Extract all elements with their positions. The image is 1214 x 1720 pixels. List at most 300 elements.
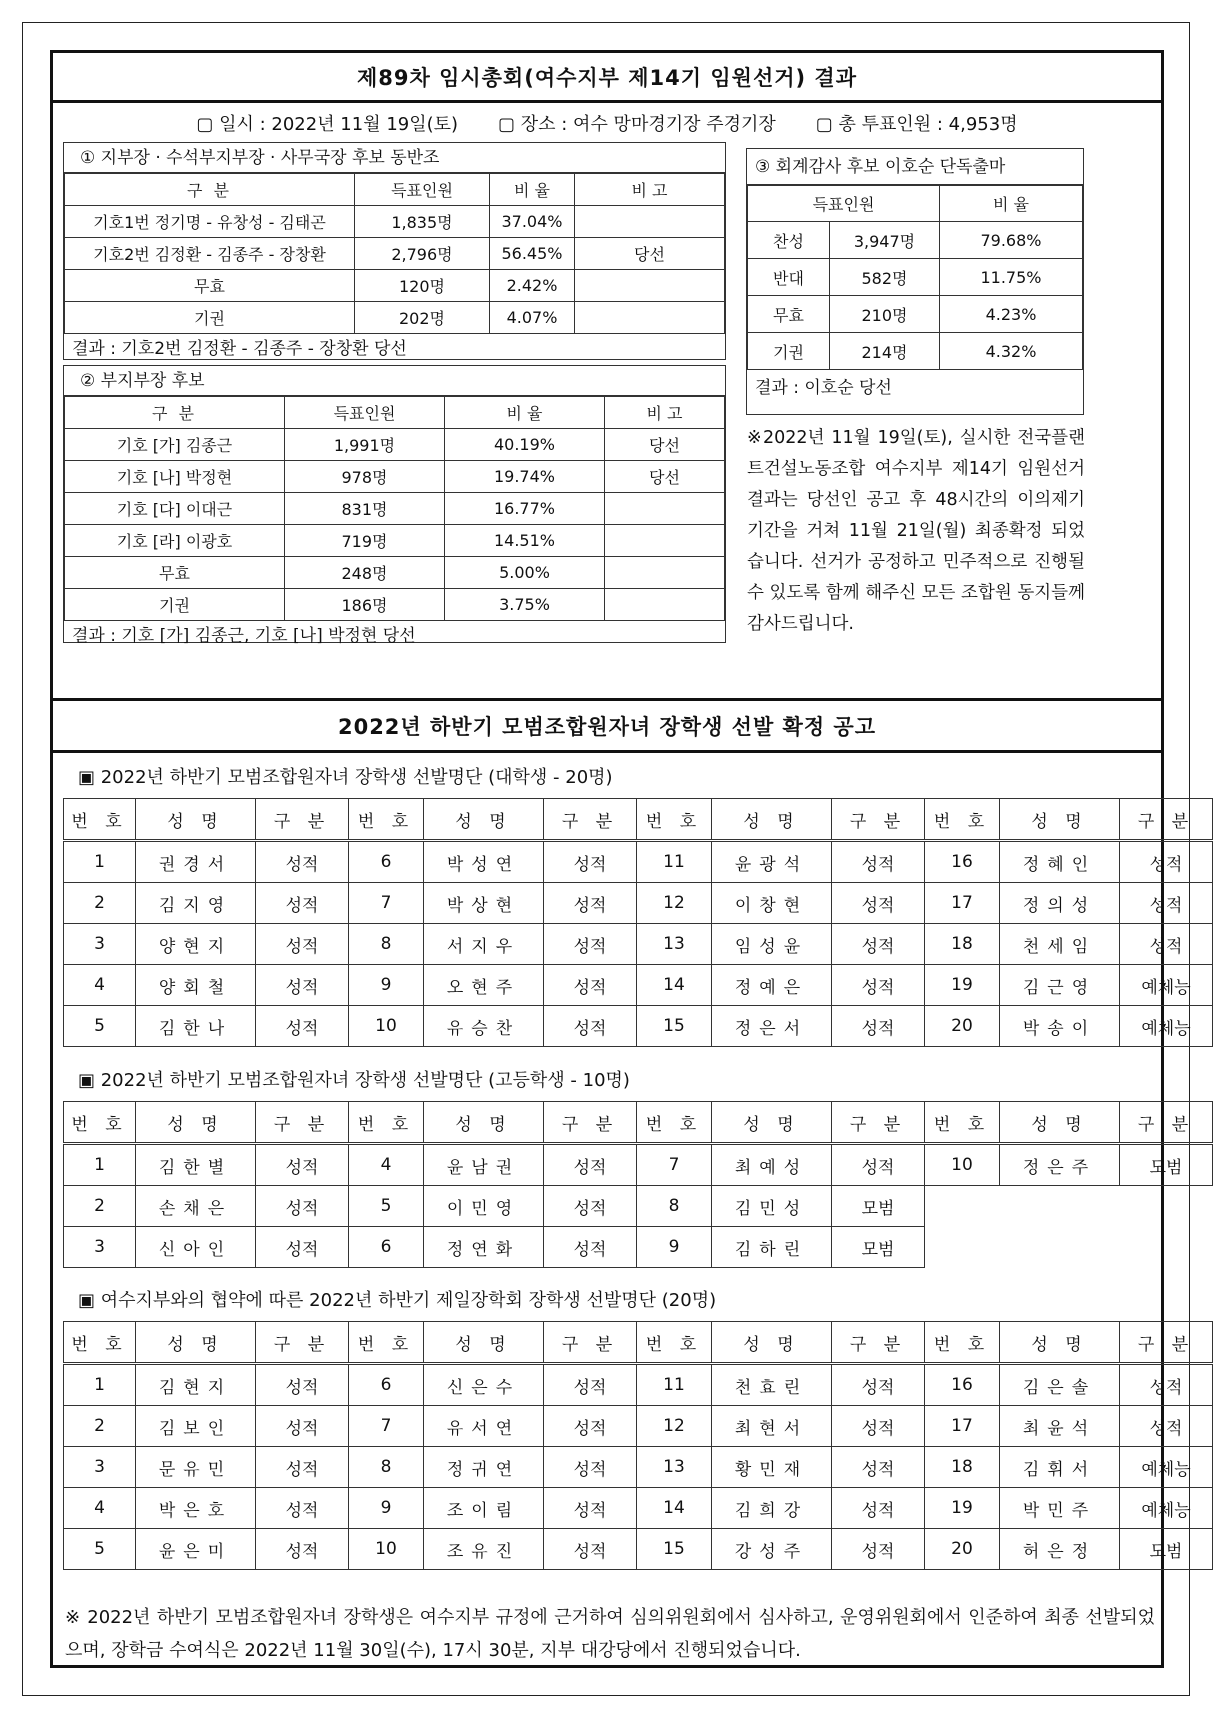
section-caption: ② 부지부장 후보	[64, 366, 725, 396]
table-row	[65, 270, 725, 302]
name-cell: 최현서	[712, 1406, 832, 1447]
number-cell: 17	[925, 1406, 1000, 1447]
header-cell: 성 명	[136, 1102, 256, 1144]
header-cell: 구 분	[832, 799, 925, 841]
name-cell: 정연화	[424, 1227, 544, 1268]
category-cell: 성적	[256, 1227, 349, 1268]
table-row	[64, 1406, 1213, 1447]
name-cell: 양현지	[136, 924, 256, 965]
number-cell: 5	[64, 1006, 136, 1047]
number-cell: 9	[349, 1488, 424, 1529]
header-cell: 번 호	[925, 1322, 1000, 1364]
category-cell: 성적	[832, 1144, 925, 1186]
table-row	[65, 238, 725, 270]
section-result: 결과 : 기호2번 김정환 - 김종주 - 장창환 당선	[72, 339, 407, 359]
header-cell: 구 분	[256, 1322, 349, 1364]
category-cell: 성적	[544, 1006, 637, 1047]
category-cell: 성적	[832, 1406, 925, 1447]
table-row	[748, 296, 1083, 333]
category-cell: 성적	[1120, 883, 1213, 924]
table-row	[64, 1186, 1213, 1227]
category-cell: 성적	[256, 1447, 349, 1488]
number-cell: 11	[637, 1364, 712, 1406]
candidate-cell: 무효	[65, 557, 285, 589]
name-cell: 박상현	[424, 883, 544, 924]
name-cell: 허은정	[1000, 1529, 1120, 1570]
name-cell: 문유민	[136, 1447, 256, 1488]
category-cell: 성적	[544, 965, 637, 1006]
table-row	[65, 302, 725, 334]
vote-type-cell: 찬성	[748, 222, 830, 259]
number-cell: 5	[64, 1529, 136, 1570]
category-cell: 성적	[256, 883, 349, 924]
category-cell: 성적	[256, 1364, 349, 1406]
remark-cell	[575, 270, 725, 302]
name-cell: 김근영	[1000, 965, 1120, 1006]
number-cell: 15	[637, 1529, 712, 1570]
header-cell: 성 명	[1000, 799, 1120, 841]
category-cell: 성적	[832, 965, 925, 1006]
number-cell: 3	[64, 1227, 136, 1268]
candidate-cell: 기호 [가] 김종근	[65, 429, 285, 461]
ratio-cell: 56.45%	[490, 238, 575, 270]
category-cell: 성적	[1120, 841, 1213, 883]
name-cell: 정예은	[712, 965, 832, 1006]
header-cell: 성 명	[712, 1322, 832, 1364]
remark-cell: 당선	[605, 461, 725, 493]
header-cell: 번 호	[349, 799, 424, 841]
ratio-cell: 2.42%	[490, 270, 575, 302]
table-row	[65, 461, 725, 493]
name-cell: 서지우	[424, 924, 544, 965]
name-cell: 조이림	[424, 1488, 544, 1529]
number-cell: 13	[637, 924, 712, 965]
votes-cell: 1,835명	[355, 206, 490, 238]
header-cell: 구 분	[256, 1102, 349, 1144]
number-cell: 19	[925, 1488, 1000, 1529]
votes-cell: 719명	[285, 525, 445, 557]
category-cell: 성적	[1120, 1406, 1213, 1447]
table-row	[65, 525, 725, 557]
header-cell: 비 율	[445, 397, 605, 429]
category-cell: 성적	[256, 1006, 349, 1047]
number-cell: 6	[349, 841, 424, 883]
vote-type-cell: 무효	[748, 296, 830, 333]
name-cell: 이민영	[424, 1186, 544, 1227]
category-cell: 성적	[256, 1406, 349, 1447]
header-cell: 구 분	[256, 799, 349, 841]
section-branch-head	[63, 142, 726, 360]
name-cell: 손채은	[136, 1186, 256, 1227]
table-row	[65, 206, 725, 238]
section-vice-head	[63, 365, 726, 646]
table-row	[65, 493, 725, 525]
section-caption: ① 지부장 · 수석부지부장 · 사무국장 후보 동반조	[64, 143, 725, 173]
name-cell: 윤남권	[424, 1144, 544, 1186]
name-cell: 오현주	[424, 965, 544, 1006]
category-cell: 예체능	[1120, 965, 1213, 1006]
vote-type-cell: 기권	[748, 333, 830, 370]
table-row	[64, 1364, 1213, 1406]
number-cell: 18	[925, 1447, 1000, 1488]
table-row	[64, 965, 1213, 1006]
table-row	[65, 589, 725, 621]
table-row	[64, 1447, 1213, 1488]
header-cell: 구 분	[1120, 1322, 1213, 1364]
number-cell: 3	[64, 924, 136, 965]
header-cell: 성 명	[136, 799, 256, 841]
category-cell: 성적	[544, 1529, 637, 1570]
table-header-row	[65, 397, 725, 429]
votes-cell: 214명	[830, 333, 940, 370]
univ-table	[63, 798, 1213, 1047]
votes-cell: 248명	[285, 557, 445, 589]
ratio-cell: 4.32%	[940, 333, 1083, 370]
number-cell: 17	[925, 883, 1000, 924]
votes-cell: 1,991명	[285, 429, 445, 461]
votes-cell: 831명	[285, 493, 445, 525]
table-header-row	[64, 1322, 1213, 1364]
category-cell: 성적	[256, 965, 349, 1006]
category-cell: 성적	[256, 1488, 349, 1529]
number-cell: 16	[925, 1364, 1000, 1406]
name-cell: 김하린	[712, 1227, 832, 1268]
number-cell: 18	[925, 924, 1000, 965]
auditor-table	[747, 185, 1083, 370]
number-cell: 10	[925, 1144, 1000, 1186]
name-cell: 윤광석	[712, 841, 832, 883]
category-cell: 성적	[544, 1488, 637, 1529]
table-row	[64, 1488, 1213, 1529]
number-cell: 6	[349, 1227, 424, 1268]
header-cell: 구 분	[832, 1102, 925, 1144]
votes-cell: 186명	[285, 589, 445, 621]
header-cell: 구 분	[1120, 1102, 1213, 1144]
category-cell: 성적	[544, 1364, 637, 1406]
jeil-table	[63, 1321, 1213, 1570]
header-cell: 성 명	[136, 1322, 256, 1364]
header-cell: 성 명	[424, 799, 544, 841]
votes-cell: 978명	[285, 461, 445, 493]
name-cell: 황민재	[712, 1447, 832, 1488]
header-cell: 구 분	[544, 1322, 637, 1364]
table-header-row	[65, 174, 725, 206]
table-row	[748, 259, 1083, 296]
election-info	[53, 108, 1161, 138]
high-table	[63, 1101, 1213, 1268]
category-cell: 성적	[1120, 1364, 1213, 1406]
header-cell: 득표인원	[748, 186, 940, 222]
header-cell: 성 명	[1000, 1102, 1120, 1144]
number-cell: 10	[349, 1529, 424, 1570]
votes-cell: 2,796명	[355, 238, 490, 270]
name-cell: 박성연	[424, 841, 544, 883]
table-header-row	[64, 1102, 1213, 1144]
header-cell: 번 호	[925, 1102, 1000, 1144]
votes-cell: 210명	[830, 296, 940, 333]
table-row	[64, 1227, 1213, 1268]
scholarship-title: 2022년 하반기 모범조합원자녀 장학생 선발 확정 공고	[53, 698, 1161, 753]
name-cell: 윤은미	[136, 1529, 256, 1570]
name-cell: 이창현	[712, 883, 832, 924]
remark-cell	[605, 589, 725, 621]
category-cell: 모범	[832, 1227, 925, 1268]
header-cell: 성 명	[712, 1102, 832, 1144]
header-cell: 비 고	[575, 174, 725, 206]
name-cell: 김민성	[712, 1186, 832, 1227]
category-cell: 성적	[544, 1186, 637, 1227]
header-cell: 비 율	[490, 174, 575, 206]
header-cell: 성 명	[1000, 1322, 1120, 1364]
empty-cell	[925, 1227, 1213, 1268]
header-cell: 구 분	[832, 1322, 925, 1364]
category-cell: 성적	[256, 1186, 349, 1227]
number-cell: 14	[637, 965, 712, 1006]
number-cell: 4	[64, 1488, 136, 1529]
category-cell: 성적	[832, 1488, 925, 1529]
header-cell: 성 명	[424, 1102, 544, 1144]
ratio-cell: 40.19%	[445, 429, 605, 461]
ratio-cell: 19.74%	[445, 461, 605, 493]
name-cell: 김한나	[136, 1006, 256, 1047]
votes-cell: 582명	[830, 259, 940, 296]
table-row	[64, 1006, 1213, 1047]
votes-cell: 3,947명	[830, 222, 940, 259]
header-cell: 번 호	[64, 799, 136, 841]
table-row	[64, 883, 1213, 924]
category-cell: 모범	[1120, 1144, 1213, 1186]
category-cell: 성적	[832, 1364, 925, 1406]
number-cell: 16	[925, 841, 1000, 883]
ratio-cell: 4.23%	[940, 296, 1083, 333]
header-cell: 번 호	[349, 1102, 424, 1144]
number-cell: 20	[925, 1529, 1000, 1570]
header-cell: 번 호	[64, 1102, 136, 1144]
category-cell: 예체능	[1120, 1488, 1213, 1529]
name-cell: 김희강	[712, 1488, 832, 1529]
header-cell: 비 율	[940, 186, 1083, 222]
vice-head-table	[64, 396, 725, 621]
name-cell: 김은솔	[1000, 1364, 1120, 1406]
category-cell: 모범	[1120, 1529, 1213, 1570]
category-cell: 성적	[544, 883, 637, 924]
name-cell: 최윤석	[1000, 1406, 1120, 1447]
name-cell: 강성주	[712, 1529, 832, 1570]
header-cell: 득표인원	[285, 397, 445, 429]
ratio-cell: 16.77%	[445, 493, 605, 525]
total-voters: ▢ 총 투표인원 : 4,953명	[815, 114, 1018, 135]
candidate-cell: 기호1번 정기명 - 유창성 - 김태곤	[65, 206, 355, 238]
category-cell: 성적	[832, 1447, 925, 1488]
table-header-row	[64, 799, 1213, 841]
table-row	[65, 557, 725, 589]
category-cell: 예체능	[1120, 1006, 1213, 1047]
candidate-cell: 기호2번 김정환 - 김종주 - 장창환	[65, 238, 355, 270]
category-cell: 성적	[544, 841, 637, 883]
name-cell: 김휘서	[1000, 1447, 1120, 1488]
header-cell: 구 분	[544, 1102, 637, 1144]
table-row	[64, 924, 1213, 965]
header-cell: 구 분	[544, 799, 637, 841]
univ-caption: ▣ 2022년 하반기 모범조합원자녀 장학생 선발명단 (대학생 - 20명)	[78, 767, 613, 788]
election-place: ▢ 장소 : 여수 망마경기장 주경기장	[498, 114, 776, 135]
header-cell: 구 분	[65, 174, 355, 206]
category-cell: 성적	[256, 841, 349, 883]
category-cell: 성적	[832, 924, 925, 965]
name-cell: 유승찬	[424, 1006, 544, 1047]
number-cell: 6	[349, 1364, 424, 1406]
number-cell: 14	[637, 1488, 712, 1529]
number-cell: 11	[637, 841, 712, 883]
name-cell: 정은주	[1000, 1144, 1120, 1186]
header-cell: 번 호	[349, 1322, 424, 1364]
table-row	[65, 429, 725, 461]
number-cell: 1	[64, 841, 136, 883]
remark-cell	[575, 302, 725, 334]
name-cell: 김지영	[136, 883, 256, 924]
number-cell: 1	[64, 1364, 136, 1406]
ratio-cell: 79.68%	[940, 222, 1083, 259]
branch-head-table	[64, 173, 725, 334]
name-cell: 정귀연	[424, 1447, 544, 1488]
number-cell: 2	[64, 1186, 136, 1227]
name-cell: 정혜인	[1000, 841, 1120, 883]
number-cell: 7	[349, 883, 424, 924]
name-cell: 박송이	[1000, 1006, 1120, 1047]
empty-cell	[925, 1186, 1213, 1227]
category-cell: 예체능	[1120, 1447, 1213, 1488]
remark-cell	[605, 525, 725, 557]
category-cell: 성적	[544, 924, 637, 965]
number-cell: 12	[637, 1406, 712, 1447]
name-cell: 유서연	[424, 1406, 544, 1447]
category-cell: 성적	[832, 1006, 925, 1047]
category-cell: 성적	[832, 841, 925, 883]
vote-type-cell: 반대	[748, 259, 830, 296]
category-cell: 성적	[256, 1144, 349, 1186]
remark-cell	[575, 206, 725, 238]
number-cell: 12	[637, 883, 712, 924]
name-cell: 김보인	[136, 1406, 256, 1447]
number-cell: 7	[349, 1406, 424, 1447]
name-cell: 박민주	[1000, 1488, 1120, 1529]
section-result: 결과 : 이호순 당선	[755, 378, 892, 398]
candidate-cell: 기호 [라] 이광호	[65, 525, 285, 557]
name-cell: 권경서	[136, 841, 256, 883]
category-cell: 성적	[544, 1406, 637, 1447]
header-cell: 번 호	[637, 799, 712, 841]
jeil-caption: ▣ 여수지부와의 협약에 따른 2022년 하반기 제일장학회 장학생 선발명단 (20명)	[78, 1290, 717, 1311]
votes-cell: 202명	[355, 302, 490, 334]
election-note: ※2022년 11월 19일(토), 실시한 전국플랜트건설노동조합 여수지부 제14기 임원선거 결과는 당선인 공고 후 48시간의 이의제기 기간을 거쳐 11월 21일(월) 최종확정 되었습니다. 선거가 공정하고 민주적으로 진행될 수 있도록 함께 해주신 모든 조합원 동지들께 감사드립니다.	[747, 428, 1085, 634]
number-cell: 9	[349, 965, 424, 1006]
scholarship-footnote: ※ 2022년 하반기 모범조합원자녀 장학생은 여수지부 규정에 근거하여 심의위원회에서 심사하고, 운영위원회에서 인준하여 최종 선발되었으며, 장학금 수여식은 2022년 11월 30일(수), 17시 30분, 지부 대강당에서 진행되었습니다.	[65, 1607, 1155, 1661]
name-cell: 박은호	[136, 1488, 256, 1529]
number-cell: 15	[637, 1006, 712, 1047]
ratio-cell: 5.00%	[445, 557, 605, 589]
name-cell: 천효린	[712, 1364, 832, 1406]
candidate-cell: 기호 [다] 이대근	[65, 493, 285, 525]
name-cell: 정은서	[712, 1006, 832, 1047]
number-cell: 13	[637, 1447, 712, 1488]
header-cell: 구 분	[65, 397, 285, 429]
ratio-cell: 4.07%	[490, 302, 575, 334]
table-row	[64, 1529, 1213, 1570]
number-cell: 2	[64, 1406, 136, 1447]
number-cell: 5	[349, 1186, 424, 1227]
number-cell: 4	[349, 1144, 424, 1186]
category-cell: 성적	[544, 1447, 637, 1488]
ratio-cell: 37.04%	[490, 206, 575, 238]
header-cell: 번 호	[925, 799, 1000, 841]
remark-cell	[605, 493, 725, 525]
header-cell: 번 호	[637, 1102, 712, 1144]
votes-cell: 120명	[355, 270, 490, 302]
number-cell: 9	[637, 1227, 712, 1268]
number-cell: 20	[925, 1006, 1000, 1047]
ratio-cell: 14.51%	[445, 525, 605, 557]
section-auditor	[746, 148, 1084, 415]
remark-cell: 당선	[575, 238, 725, 270]
category-cell: 모범	[832, 1186, 925, 1227]
number-cell: 7	[637, 1144, 712, 1186]
table-row	[748, 333, 1083, 370]
name-cell: 임성윤	[712, 924, 832, 965]
category-cell: 성적	[1120, 924, 1213, 965]
number-cell: 1	[64, 1144, 136, 1186]
name-cell: 김한별	[136, 1144, 256, 1186]
candidate-cell: 기권	[65, 589, 285, 621]
candidate-cell: 무효	[65, 270, 355, 302]
number-cell: 4	[64, 965, 136, 1006]
header-cell: 득표인원	[355, 174, 490, 206]
header-cell: 구 분	[1120, 799, 1213, 841]
name-cell: 양회철	[136, 965, 256, 1006]
remark-cell: 당선	[605, 429, 725, 461]
header-cell: 성 명	[424, 1322, 544, 1364]
header-cell: 번 호	[637, 1322, 712, 1364]
category-cell: 성적	[544, 1144, 637, 1186]
candidate-cell: 기권	[65, 302, 355, 334]
number-cell: 8	[349, 1447, 424, 1488]
header-cell: 번 호	[64, 1322, 136, 1364]
table-header-row	[748, 186, 1083, 222]
number-cell: 19	[925, 965, 1000, 1006]
high-caption: ▣ 2022년 하반기 모범조합원자녀 장학생 선발명단 (고등학생 - 10명)	[78, 1070, 630, 1091]
ratio-cell: 11.75%	[940, 259, 1083, 296]
name-cell: 김현지	[136, 1364, 256, 1406]
number-cell: 2	[64, 883, 136, 924]
category-cell: 성적	[544, 1227, 637, 1268]
name-cell: 신은수	[424, 1364, 544, 1406]
name-cell: 조유진	[424, 1529, 544, 1570]
category-cell: 성적	[832, 883, 925, 924]
election-date: ▢ 일시 : 2022년 11월 19일(토)	[196, 114, 459, 135]
name-cell: 신아인	[136, 1227, 256, 1268]
notice-document	[50, 50, 1195, 1668]
name-cell: 정의성	[1000, 883, 1120, 924]
category-cell: 성적	[256, 924, 349, 965]
number-cell: 8	[637, 1186, 712, 1227]
remark-cell	[605, 557, 725, 589]
table-row	[748, 222, 1083, 259]
header-cell: 비 고	[605, 397, 725, 429]
table-row	[64, 1144, 1213, 1186]
table-row	[64, 841, 1213, 883]
category-cell: 성적	[832, 1529, 925, 1570]
ratio-cell: 3.75%	[445, 589, 605, 621]
number-cell: 8	[349, 924, 424, 965]
